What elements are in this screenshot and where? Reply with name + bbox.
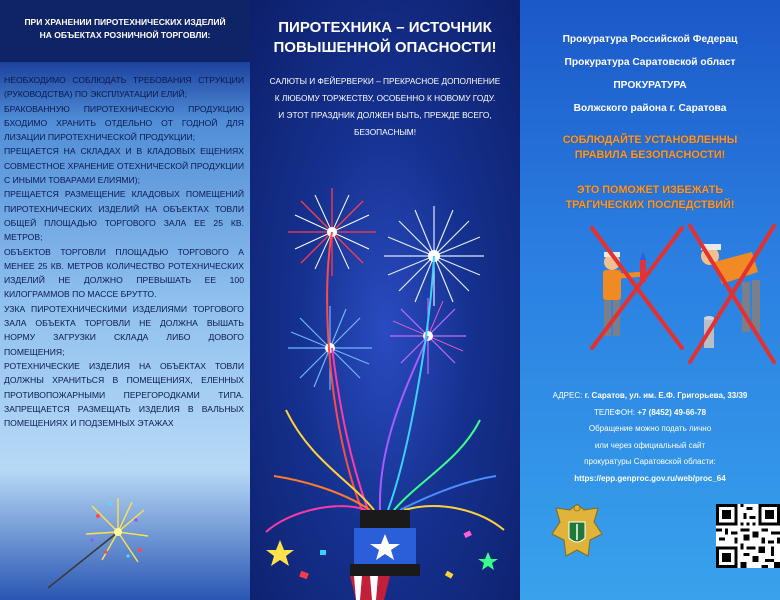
firework-trails <box>266 232 504 532</box>
rule-item: ОБЪЕКТОВ ТОРГОВЛИ ПЛОЩАДЬЮ ТОРГОВОГО А МЕНЕЕ 25 КВ. МЕТРОВ КОЛИЧЕСТВО РОТЕХНИЧЕСКИХ ИЗДЕЛИЙ НЕ ДОЛЖНО ПРЕВЫШАТЬ ЕЕ 100 КИЛОГРАММОВ ПО МАССЕ БРУТТО. <box>4 246 244 300</box>
phone-row <box>520 405 780 422</box>
safety-warning <box>520 133 780 163</box>
danger-panel <box>250 0 520 600</box>
rule-item: БРАКОВАННУЮ ПИРОТЕХНИЧЕСКУЮ ПРОДУКЦИЮ БХОДИМО ХРАНИТЬ ОТДЕЛЬНО ОТ ГОДНОЙ ДЛЯ ЛИЗАЦИИ ПИРОТЕХНИЧЕСКОЙ ПРОДУКЦИИ; <box>4 103 244 143</box>
sparkler-illustration <box>40 490 150 590</box>
unsafe-behavior-illustration <box>582 222 780 382</box>
organization-block <box>520 28 780 120</box>
address-value: г. Саратов, ул. им. Е.Ф. Григорьева, 33/39 <box>584 391 748 400</box>
rule-item: НЕОБХОДИМО СОБЛЮДАТЬ ТРЕБОВАНИЯ СТРУКЦИИ (РУКОВОДСТВА) ПО ЭКСПЛУАТАЦИИ ЕЛИЙ; <box>4 75 244 100</box>
contacts-block <box>520 388 780 487</box>
warning-1-line-1: СОБЛЮДАЙТЕ УСТАНОВЛЕННЫ <box>562 134 738 146</box>
org-line-4: Волжского района г. Саратова <box>573 103 727 114</box>
qr-code-icon[interactable] <box>716 504 780 568</box>
intro-line-2: К ЛЮБОМУ ТОРЖЕСТВУ, ОСОБЕННО К НОВОМУ ГОДУ. <box>274 93 496 103</box>
intro-line-4: БЕЗОПАСНЫМ! <box>353 127 417 137</box>
storage-rules-panel <box>0 0 250 600</box>
rule-item: ПРЕЩАЕТСЯ РАЗМЕЩЕНИЕ КЛАДОВЫХ ПОМЕЩЕНИЙ ПИРОТЕХНИЧЕСКИХ ИЗДЕЛИЙ НА ОБЪЕКТАХ ТОВЛИ ОБЩЕЙ ПЛОЩАДЬЮ ТОРГОВОГО ЗАЛА ЕЕ 25 КВ. МЕТРОВ; <box>4 189 244 243</box>
phone-label: ТЕЛЕФОН: <box>593 407 636 417</box>
appeal-line-2: или через официальный сайт <box>594 440 706 450</box>
firework-burst-blue <box>288 306 372 390</box>
org-line-1: Прокуратура Российской Федерац <box>562 34 738 45</box>
heading-line-2: НА ОБЪЕКТАХ РОЗНИЧНОЙ ТОРГОВЛИ: <box>39 30 211 40</box>
org-line-2: Прокуратура Саратовской област <box>564 57 736 68</box>
warning-2-line-1: ЭТО ПОМОЖЕТ ИЗБЕЖАТЬ <box>576 184 724 196</box>
danger-title <box>250 18 520 58</box>
intro-line-3: И ЭТОТ ПРАЗДНИК ДОЛЖЕН БЫТЬ, ПРЕЖДЕ ВСЕГО, <box>278 110 492 120</box>
prosecutor-panel <box>520 0 780 600</box>
phone-value: +7 (8452) 49-66-78 <box>637 407 707 417</box>
warning-2-line-2: ТРАГИЧЕСКИХ ПОСЛЕДСТВИЙ! <box>565 199 735 211</box>
address-row <box>520 388 780 405</box>
title-line-1: ПИРОТЕХНИКА – ИСТОЧНИК <box>278 19 492 36</box>
title-line-2: ПОВЫШЕННОЙ ОПАСНОСТИ! <box>273 39 497 56</box>
address-label: АДРЕС: <box>552 391 583 400</box>
storage-rules-heading <box>0 16 250 42</box>
prosecutor-emblem-icon <box>548 500 606 562</box>
danger-intro <box>258 73 512 141</box>
firecracker-tube <box>350 510 420 600</box>
intro-line-1: САЛЮТЫ И ФЕЙЕРВЕРКИ – ПРЕКРАСНОЕ ДОПОЛНЕНИЕ <box>269 76 501 86</box>
appeal-line-1: Обращение можно подать лично <box>588 424 712 433</box>
storage-rules-list <box>4 73 244 430</box>
consequence-warning <box>520 183 780 213</box>
heading-line-1: ПРИ ХРАНЕНИИ ПИРОТЕХНИЧЕСКИХ ИЗДЕЛИЙ <box>24 17 226 27</box>
warning-1-line-2: ПРАВИЛА БЕЗОПАСНОСТИ! <box>574 149 726 161</box>
rule-item: РОТЕХНИЧЕСКИЕ ИЗДЕЛИЯ НА ОБЪЕКТАХ ТОВЛИ ДОЛЖНЫ ХРАНИТЬСЯ В ПОМЕЩЕНИЯХ, ЕЛЕННЫХ ПРОТИВОПОЖАРНЫМИ ПЕРЕГОРОДКАМИ ТИПА. ЗАПРЕЩАЕТСЯ РАЗМЕЩАТЬ ИЗДЕЛИЯ В ВАЛЬНЫХ ПОМЕЩЕНИЯХ И ПОДЗЕМНЫХ ЭТАЖАХ <box>4 360 244 429</box>
website-link[interactable]: https://epp.genproc.gov.ru/web/proc_64 <box>574 473 726 483</box>
rule-item: УЗКА ПИРОТЕХНИЧЕСКИМИ ИЗДЕЛИЯМИ ТОРГОВОГО ЗАЛА ОБЪЕКТА ТОРГОВЛИ НЕ ДОЛЖНА ВЫШАТЬ НОРМУ ЗАГРУЗКИ СКЛАДА ЛИБО ДОВОГО ПОМЕЩЕНИЯ; <box>4 303 244 357</box>
rule-item: ПРЕЩАЕТСЯ НА СКЛАДАХ И В КЛАДОВЫХ ЕЩЕНИЯХ СОВМЕСТНОЕ ХРАНЕНИЕ ОТЕХНИЧЕСКОЙ ПРОДУКЦИИ С ИНЫМИ ТОВАРАМИ ЕЛИЯМИ); <box>4 146 244 186</box>
appeal-line-3: прокуратуры Саратовской области: <box>584 457 716 466</box>
fireworks-illustration <box>250 180 520 600</box>
org-line-3: ПРОКУРАТУРА <box>613 80 687 91</box>
